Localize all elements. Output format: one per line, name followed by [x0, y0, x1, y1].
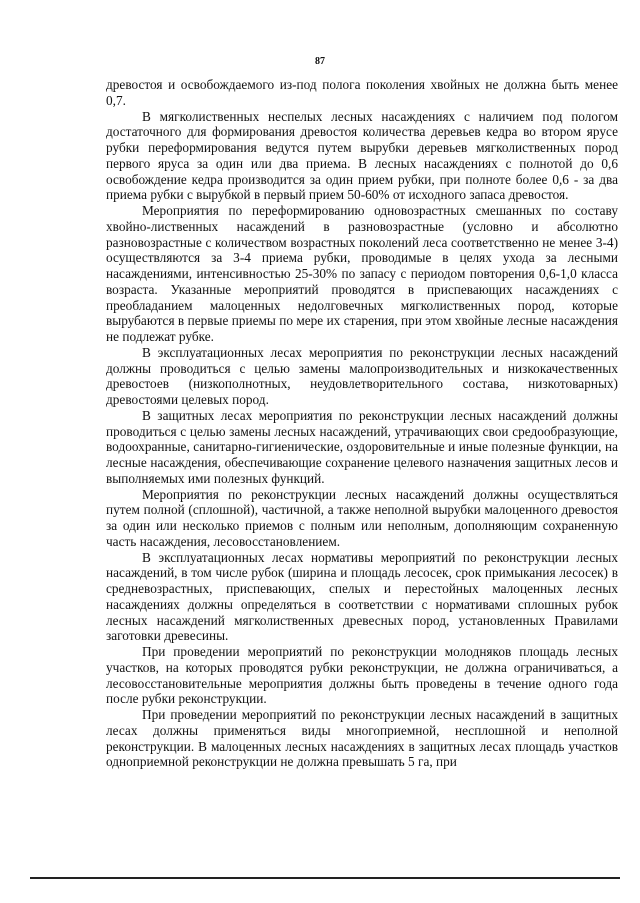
bottom-divider	[30, 877, 620, 879]
paragraph: Мероприятия по переформированию одновозрастных смешанных по составу хвойно-лиственных насаждений в разновозрастные (условно и абсолютно разновозрастные с количеством возрастных поколений леса соответственно не менее 3-4) осуществляются за 3-4 приема рубки, проводимые в целях ухода за лесными насаждениями, интенсивностью 25-30% по запасу с периодом повторения 0,6-1,0 класса возраста. Указанные мероприятий проводятся в приспевающих насаждениях с преобладанием малоценных недолговечных мягколиственных пород, которые вырубаются в первые приемы по мере их старения, при этом хвойные лесные насаждения не подлежат рубке.	[106, 203, 618, 344]
paragraph: древостоя и освобождаемого из-под полога поколения хвойных не должна быть менее 0,7.	[106, 77, 618, 108]
paragraph: При проведении мероприятий по реконструкции лесных насаждений в защитных лесах должны применяться виды многоприемной, несплошной и неполной реконструкции. В малоценных лесных насаждениях в защитных лесах площадь участков одноприемной реконструкции не должна превышать 5 га, при	[106, 707, 618, 770]
paragraph: В мягколиственных неспелых лесных насаждениях с наличием под пологом достаточного для формирования древостоя количества деревьев кедра во втором ярусе рубки переформирования ведутся путем вырубки деревьев мягколиственных пород первого яруса за один или два приема. В лесных насаждениях с полнотой до 0,6 освобождение кедра производится за один прием рубки, при полноте более 0,6 - за два приема рубки с вырубкой в первый прием 50-60% от исходного запаса древостоя.	[106, 108, 618, 203]
paragraph: В защитных лесах мероприятия по реконструкции лесных насаждений должны проводиться с целью замены лесных насаждений, утрачивающих свои средообразующие, водоохранные, санитарно-гигиенические, оздоровительные и иные полезные функции, на лесные насаждения, обеспечивающие сохранение целевого назначения защитных лесов и выполняемых ими полезных функций.	[106, 407, 618, 486]
paragraph: Мероприятия по реконструкции лесных насаждений должны осуществляться путем полной (сплошной), частичной, а также неполной вырубки малоценного древостоя за один или несколько приемов с полным или неполным, дополняющим сохраненную часть насаждения, лесовосстановлением.	[106, 486, 618, 549]
document-body	[106, 77, 618, 770]
paragraph: При проведении мероприятий по реконструкции молодняков площадь лесных участков, на которых проводятся рубки реконструкции, не должна ограничиваться, а лесовосстановительные мероприятия должны быть проведены в течение одного года после рубки реконструкции.	[106, 644, 618, 707]
paragraph: В эксплуатационных лесах мероприятия по реконструкции лесных насаждений должны проводиться с целью замены малопроизводительных и низкокачественных древостоев (низкополнотных, неудовлетворительного состава, низкотоварных) древостоями целевых пород.	[106, 344, 618, 407]
page-number: 87	[315, 56, 325, 67]
paragraph: В эксплуатационных лесах нормативы мероприятий по реконструкции лесных насаждений, в том числе рубок (ширина и площадь лесосек, срок примыкания лесосек) в средневозрастных, приспевающих, спелых и перестойных малоценных лесных насаждениях должны определяться в соответствии с нормативами сплошных рубок лесных насаждений мягколиственных древесных пород, установленных Правилами заготовки древесины.	[106, 549, 618, 644]
